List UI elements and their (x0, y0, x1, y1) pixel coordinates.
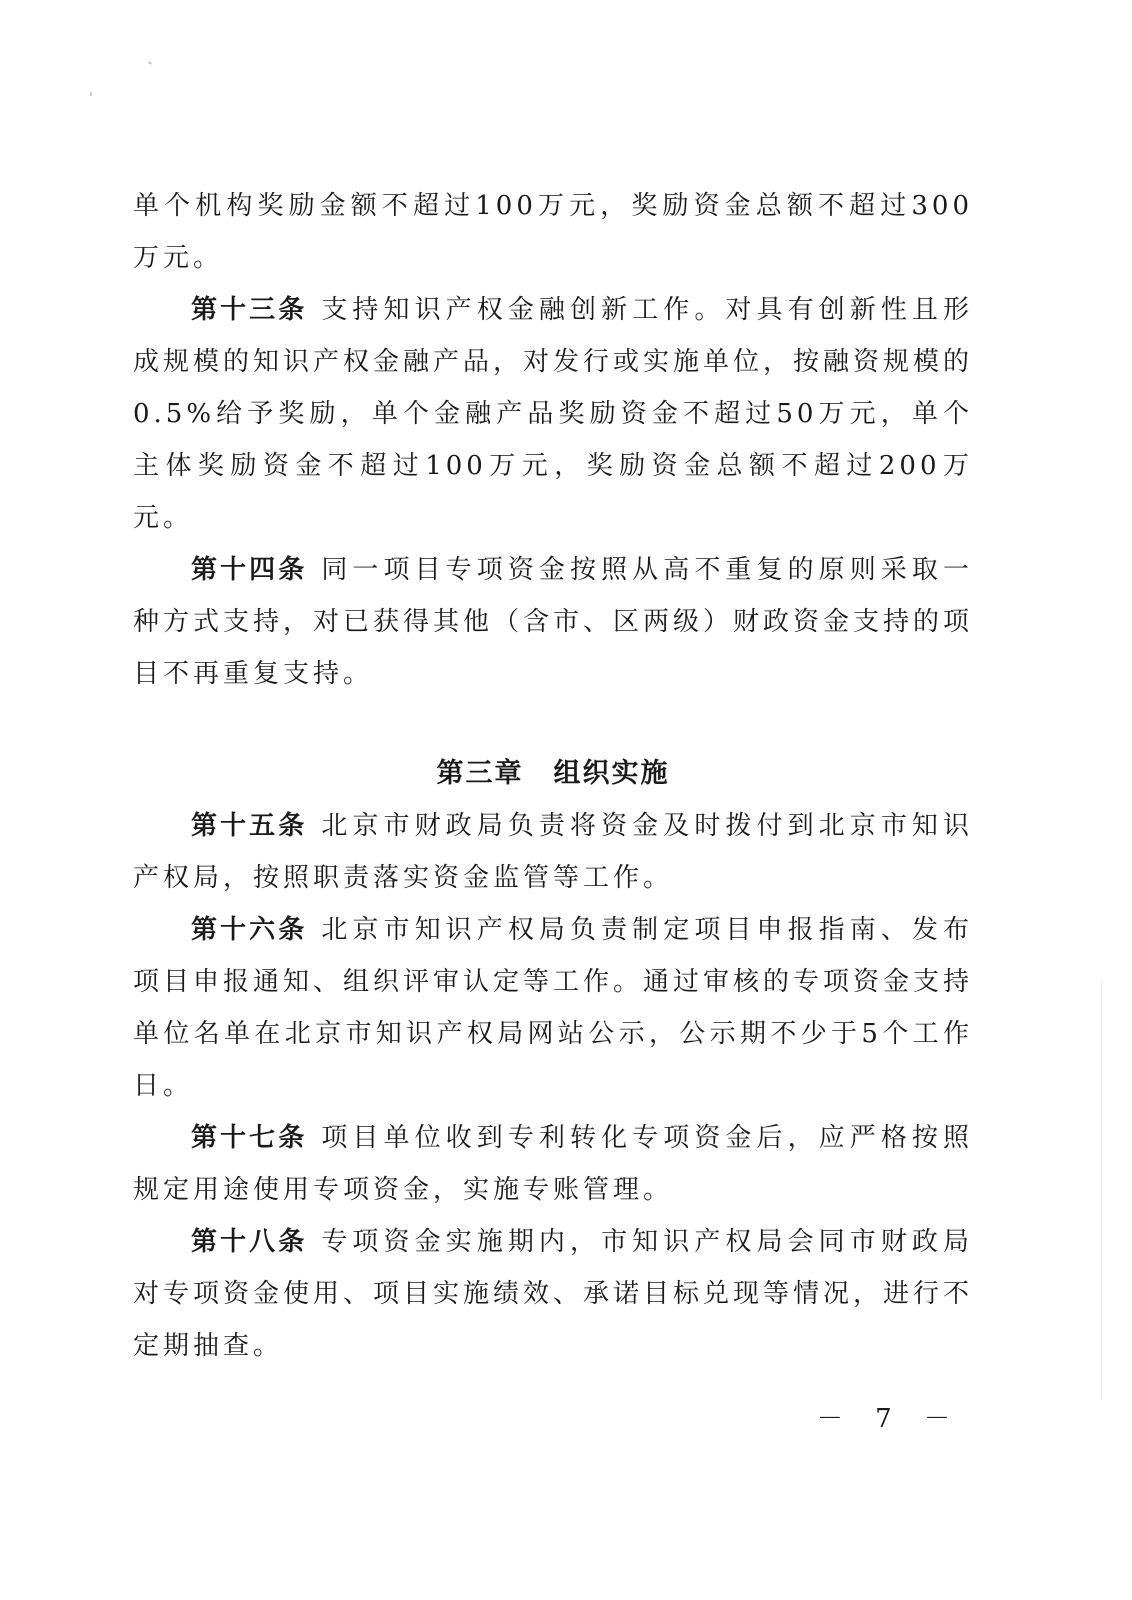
document-body (133, 180, 973, 1372)
article-18 (133, 1216, 973, 1372)
article-14-label: 第十四条 (191, 555, 308, 585)
article-16-label: 第十六条 (191, 915, 308, 945)
article-15-label: 第十五条 (191, 811, 308, 841)
article-16-text: 北京市知识产权局负责制定项目申报指南、发布项目申报通知、组织评审认定等工作。通过审核的专项资金支持单位名单在北京市知识产权局网站公示，公示期不少于5个工作日。 (133, 915, 974, 1101)
scan-speck (148, 61, 152, 65)
scan-speck (90, 92, 92, 96)
article-17 (133, 1112, 973, 1216)
article-13 (133, 284, 973, 544)
scan-edge-line (1101, 980, 1102, 1400)
chapter-number: 第三章 (436, 758, 524, 789)
article-13-label: 第十三条 (191, 295, 308, 325)
article-14 (133, 544, 973, 700)
continuation-paragraph: 单个机构奖励金额不超过100万元，奖励资金总额不超过300万元。 (133, 191, 973, 273)
article-18-label: 第十八条 (191, 1227, 308, 1257)
page-number: － 7 － (816, 1404, 962, 1434)
article-14-text: 同一项目专项资金按照从高不重复的原则采取一种方式支持，对已获得其他（含市、区两级）财政资金支持的项目不再重复支持。 (133, 555, 974, 689)
article-15 (133, 800, 973, 904)
article-16 (133, 904, 973, 1112)
article-18-text: 专项资金实施期内，市知识产权局会同市财政局对专项资金使用、项目实施绩效、承诺目标兑现等情况，进行不定期抽查。 (133, 1227, 974, 1361)
article-17-label: 第十七条 (191, 1123, 308, 1153)
article-15-text: 北京市财政局负责将资金及时拨付到北京市知识产权局，按照职责落实资金监管等工作。 (133, 811, 973, 893)
article-13-text: 支持知识产权金融创新工作。对具有创新性且形成规模的知识产权金融产品，对发行或实施单位，按融资规模的0.5%给予奖励，单个金融产品奖励资金不超过50万元，单个主体奖励资金不超过100万元，奖励资金总额不超过200万元。 (133, 295, 974, 533)
chapter-heading (133, 748, 973, 800)
article-17-text: 项目单位收到专利转化专项资金后，应严格按照规定用途使用专项资金，实施专账管理。 (133, 1123, 973, 1205)
chapter-title: 组织实施 (553, 758, 670, 789)
